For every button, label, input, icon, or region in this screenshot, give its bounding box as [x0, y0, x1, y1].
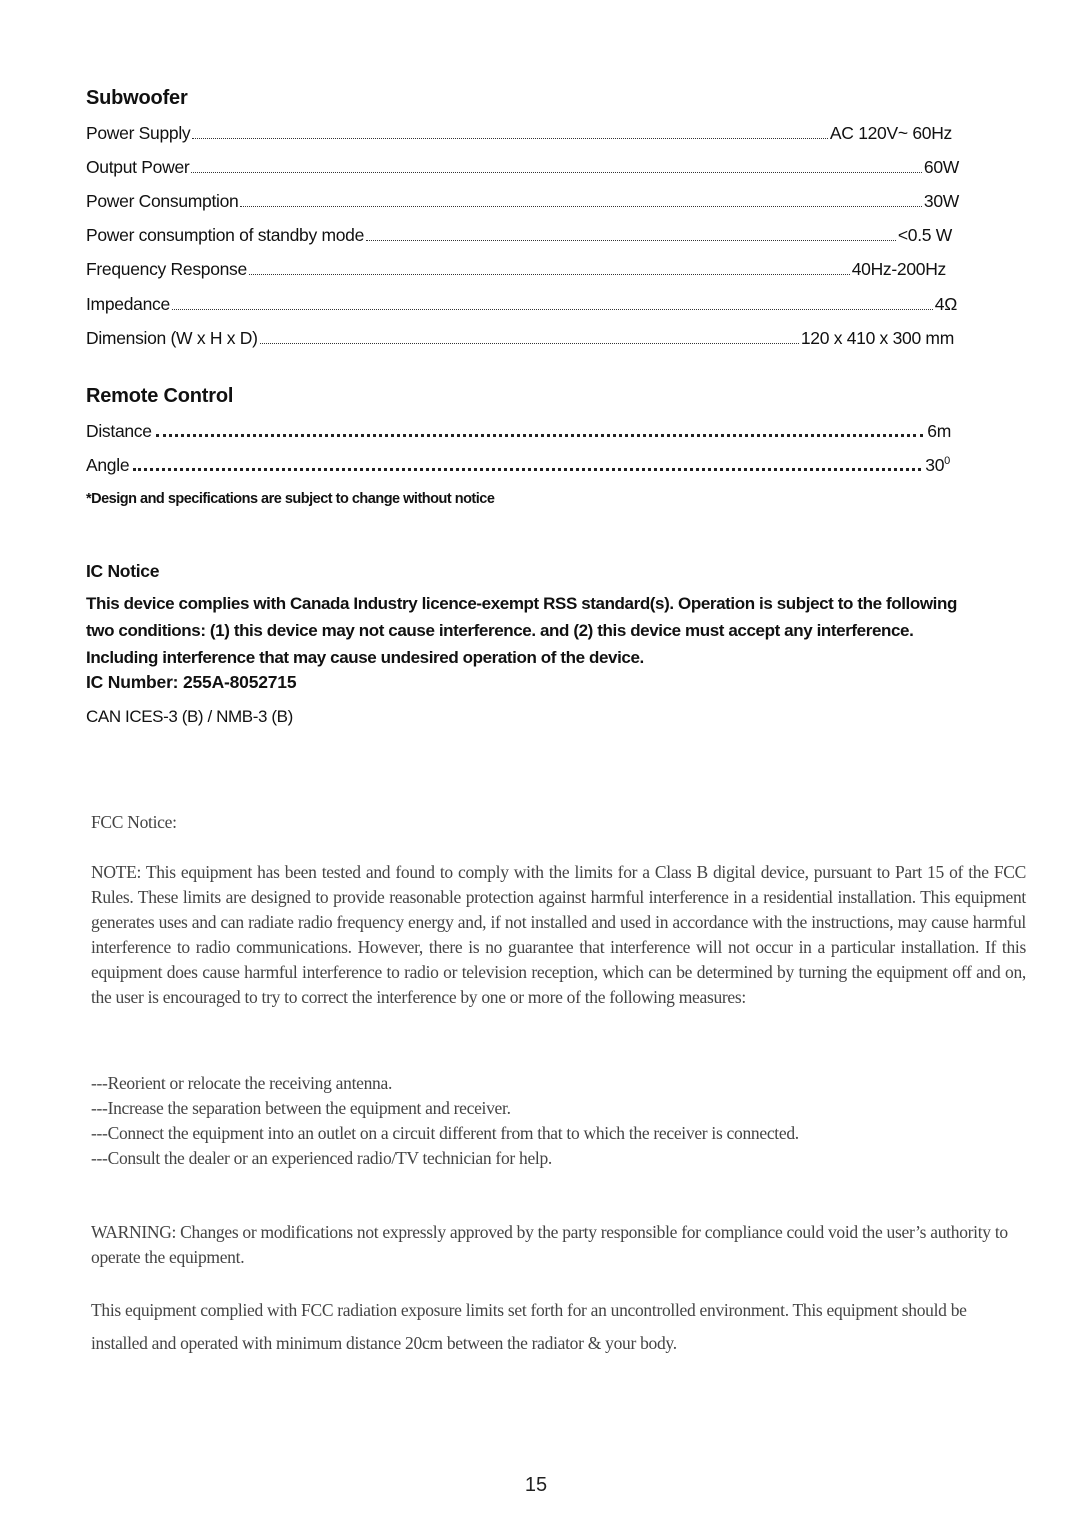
list-item: ---Increase the separation between the equipment and receiver. [91, 1098, 511, 1118]
list-item: ---Connect the equipment into an outlet on a circuit different from that to which the receiver is connected. [91, 1123, 799, 1143]
spec-row-impedance [86, 294, 957, 315]
spec-row-frequency-response [86, 259, 946, 280]
page-number: 15 [524, 1474, 548, 1496]
spec-label: Distance [86, 421, 152, 441]
fcc-exposure-paragraph: This equipment complied with FCC radiation exposure limits set forth for an uncontrolled environment. This equipment should be installed and operated with minimum distance 20cm between the radiator & your body. [91, 1300, 967, 1353]
spec-label: Frequency Response [86, 259, 247, 279]
ic-notice-body: This device complies with Canada Industry licence-exempt RSS standard(s). Operation is subject to the following two conditions: (1) this device may not cause interference. and (2) this device must accept any interference. Including interference that may cause undesired operation of the device. [86, 594, 957, 667]
leader-dots [240, 206, 921, 207]
spec-row-dimension [86, 328, 954, 349]
leader-dots [156, 434, 924, 437]
fcc-warning-paragraph: WARNING: Changes or modifications not expressly approved by the party responsible for compliance could void the user’s authority to operate the equipment. [91, 1222, 1008, 1267]
leader-dots [192, 138, 828, 139]
degree-superscript: 0 [944, 455, 950, 468]
spec-value: 30W [923, 191, 959, 211]
spec-value: 4Ω [934, 294, 957, 314]
spec-value: 40Hz-200Hz [851, 259, 946, 279]
spec-value: 120 x 410 x 300 mm [800, 328, 954, 348]
spec-row-power-supply [86, 123, 952, 144]
spec-value [925, 455, 950, 476]
fcc-note-paragraph: NOTE: This equipment has been tested and found to comply with the limits for a Class B digital device, pursuant to Part 15 of the FCC Rules. These limits are designed to provide reasonable protection against harmful interference in a residential installation. This equipment generates uses and can radiate radio frequency energy and, if not installed and used in accordance with the instructions, may cause harmful interference to radio communications. However, there is no guarantee that interference will not occur in a particular installation. If this equipment does cause harmful interference to radio or television reception, which can be determined by turning the equipment off and on, the user is encouraged to try to correct the interference by one or more of the following measures: [91, 862, 1026, 1007]
list-item: ---Reorient or relocate the receiving antenna. [91, 1073, 393, 1093]
spec-label: Power Supply [86, 123, 191, 143]
spec-footnote: *Design and specifications are subject to change without notice [86, 491, 495, 507]
spec-row-distance [86, 421, 951, 442]
ic-can-ices: CAN ICES-3 (B) / NMB-3 (B) [86, 707, 293, 726]
subwoofer-heading: Subwoofer [86, 87, 188, 109]
spec-value: <0.5 W [897, 225, 952, 245]
spec-row-angle [86, 455, 950, 476]
angle-value: 30 [925, 455, 945, 475]
spec-row-power-consumption [86, 191, 959, 212]
ic-notice-heading: IC Notice [86, 561, 160, 581]
leader-dots [366, 240, 896, 241]
spec-label: Angle [86, 455, 130, 475]
spec-label: Power consumption of standby mode [86, 225, 365, 245]
remote-control-heading: Remote Control [86, 385, 234, 407]
spec-row-standby-consumption [86, 225, 952, 246]
spec-label: Output Power [86, 157, 190, 177]
spec-label: Power Consumption [86, 191, 239, 211]
spec-value: AC 120V~ 60Hz [829, 123, 952, 143]
ic-number: IC Number: 255A-8052715 [86, 672, 297, 692]
spec-value: 6m [927, 421, 951, 441]
spec-value: 60W [923, 157, 959, 177]
leader-dots [172, 309, 933, 310]
leader-dots [133, 468, 921, 471]
fcc-notice-heading: FCC Notice: [91, 812, 177, 832]
spec-label: Dimension (W x H x D) [86, 328, 258, 348]
list-item: ---Consult the dealer or an experienced radio/TV technician for help. [91, 1148, 553, 1168]
spec-row-output-power [86, 157, 959, 178]
spec-label: Impedance [86, 294, 170, 314]
fcc-measures-list [91, 1071, 799, 1171]
leader-dots [191, 172, 922, 173]
leader-dots [249, 274, 850, 275]
leader-dots [260, 343, 799, 344]
